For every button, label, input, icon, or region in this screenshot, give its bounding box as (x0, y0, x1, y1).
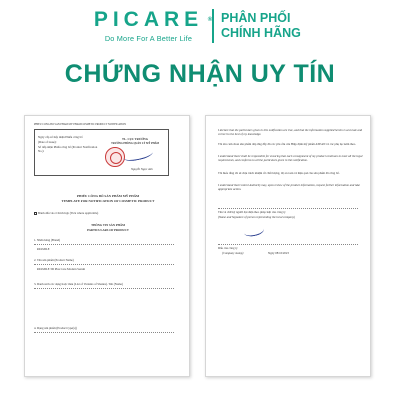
signature-icon (243, 224, 265, 238)
signature-divider (218, 208, 358, 209)
form-title-vi: PHIẾU CÔNG BỐ SẢN PHẨM MỸ PHẨM (76, 194, 140, 198)
section-title-en: PARTICULARS OF PRODUCT (87, 228, 129, 232)
brand-logo[interactable] (91, 8, 213, 43)
signer-name: Nguyễn Ngọc Anh (131, 167, 153, 171)
certificate-page-2[interactable] (205, 115, 371, 377)
signature-icon (122, 147, 153, 163)
item-brand-label: 1. Nhãn hàng (Brand) (34, 238, 61, 242)
header-divider (212, 9, 214, 43)
receipt-box (34, 129, 169, 176)
item-variants-label: 3. Danh sách các dạng hoặc màu (List of Variants of Shades). Tên (Name) (34, 282, 123, 286)
checkbox[interactable] (34, 212, 37, 215)
stamp-subtitle: TRƯỞNG PHÒNG QUẢN LÝ MỸ PHẨM (111, 142, 159, 145)
receipt-line-1: Ngày cấp số tiếp nhận Phiếu công bố (38, 135, 83, 139)
distributor-line-2: CHÍNH HÃNG (221, 26, 301, 40)
doc-header-note: PHIẾU CÔNG BỐ SẢN PHẨM MỸ PHẨM/COSMETIC PRODUCT NOTIFICATION (34, 123, 127, 126)
item-brand-value: PASMILE (37, 247, 50, 251)
declaration-para-4: Tôi hiểu rằng tôi sẽ chịu trách nhiệm về chất lượng, độ an toàn và hiệu quả của sản phẩm đã công bố. (218, 171, 340, 175)
declaration-para-2: Tôi xin cam đoan sản phẩm đáp ứng đầy đủ các yêu cầu của Hiệp định mỹ phẩm ASEAN và các phụ lục kèm theo. (218, 142, 357, 146)
declaration-para-3: I understand that I shall be responsible for ensuring that each consignment of my product continues to meet all the legal requirements, and conforms to all the particulars given in this notification. (218, 154, 363, 162)
declaration-para-1: I declare that the particulars given in this notification are true, and that the information supplied herein is accurate and correct to the best of my knowledge. (218, 128, 362, 136)
distributor-line-1: PHÂN PHỐI (221, 11, 291, 25)
signatory-label-vi: Tên và chữ ký người đại diện theo pháp luật của công ty (218, 210, 286, 214)
receipt-line-2: (Date of issue): (38, 140, 57, 144)
stamp-divider (218, 244, 358, 245)
site-header (0, 0, 400, 52)
page-title: CHỨNG NHẬN UY TÍN (64, 60, 336, 88)
brand-tagline: Do More For A Better Life (104, 34, 193, 43)
company-stamp-label-en: (Company stamp) (222, 251, 244, 255)
signatory-label-en: (Name and Signature of person representing the local company) (218, 215, 295, 219)
item-product-name-label: 2. Tên sản phẩm (Product Name) (34, 258, 74, 262)
field-divider (34, 264, 174, 265)
distributor-label (221, 11, 301, 41)
field-divider (34, 332, 174, 333)
registered-mark: ® (207, 17, 213, 23)
document-date: Ngày 08/10/2023 (268, 251, 289, 255)
checkbox-label: Đánh dấu vào ô thích hợp (Tick where applicable) (38, 211, 99, 215)
field-divider (34, 288, 174, 289)
certificate-page-1[interactable] (24, 115, 190, 377)
section-title-vi: THÔNG TIN SẢN PHẨM (91, 223, 125, 227)
item-product-type-label: 4. Dạng sản phẩm (Product type(s)) (34, 326, 77, 330)
field-divider (34, 244, 174, 245)
brand-name: PICARE (93, 8, 204, 31)
item-product-name-value: PASMILE 3D Plus Care Modern Serum (37, 267, 86, 271)
receipt-line-3: Số tiếp nhận Phiếu công bố (Product Notification No.): (38, 145, 98, 153)
declaration-para-5: I understand that Control Authority may, upon review of the product information, request further information and take appropriate action. (218, 183, 360, 191)
company-stamp-label-vi: Dấu của công ty (218, 246, 238, 250)
form-title-en: TEMPLATE FOR NOTIFICATION OF COSMETIC PRODUCT (61, 199, 155, 203)
checkbox-row[interactable] (34, 211, 184, 215)
official-stamp-icon (105, 147, 125, 167)
stamp-title: TL. CỤC TRƯỞNG (121, 137, 149, 141)
